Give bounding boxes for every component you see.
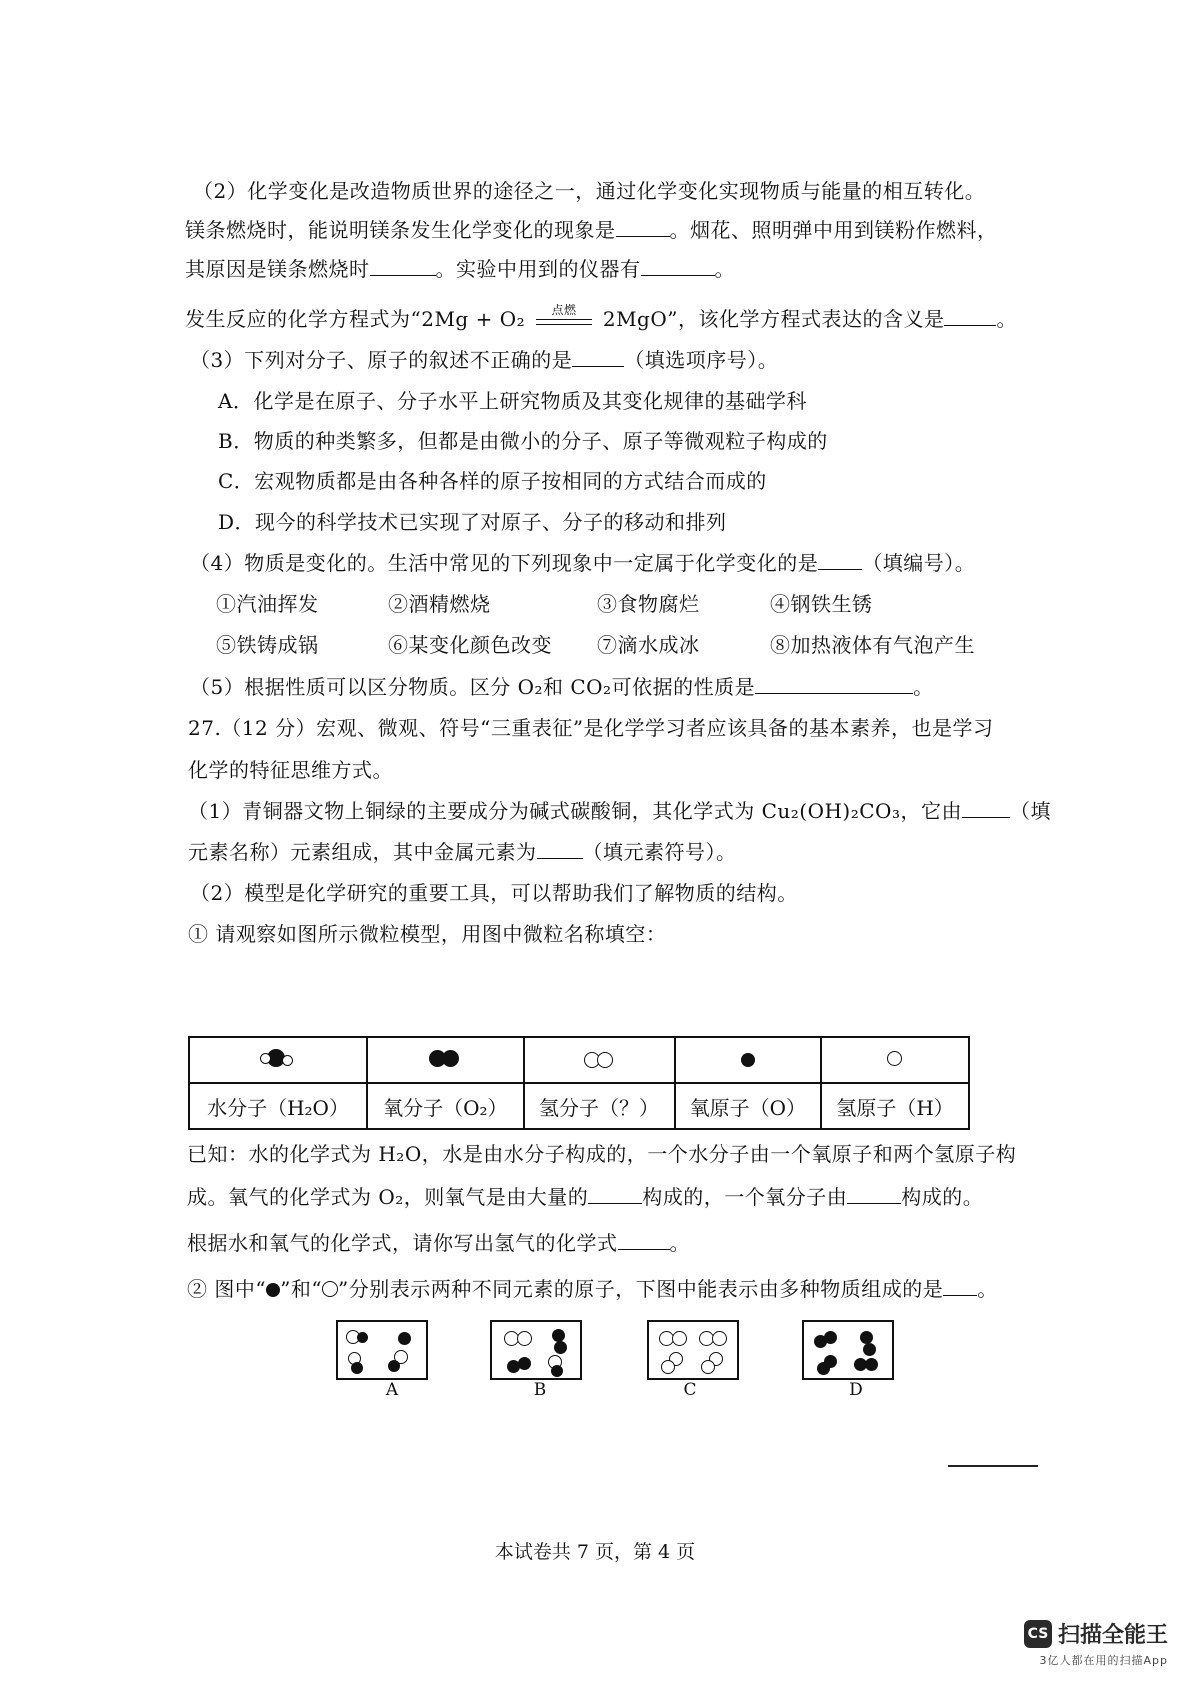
option-box-c xyxy=(647,1320,739,1380)
hydrogen-atom-icon xyxy=(887,1049,903,1067)
oxygen-atom-model xyxy=(675,1037,822,1083)
model-row xyxy=(189,1037,969,1083)
q27-2-2-stem xyxy=(187,1275,998,1303)
text: ② 图中“ xyxy=(187,1277,267,1301)
q26-2-intro: （2）化学变化是改造物质世界的途径之一，通过化学变化实现物质与能量的相互转化。 xyxy=(193,179,986,203)
answer-blank[interactable] xyxy=(537,840,583,859)
option-box-b xyxy=(490,1320,582,1380)
text: （填元素符号）。 xyxy=(582,840,737,864)
text: 成。氧气的化学式为 O₂，则氧气是由大量的 xyxy=(187,1185,589,1209)
text: 。 xyxy=(714,257,735,281)
text: 构成的。 xyxy=(901,1185,984,1209)
answer-blank[interactable] xyxy=(847,1185,901,1204)
q26-3-option-c: C．宏观物质都是由各种各样的原子按相同的方式结合而成的 xyxy=(218,469,767,493)
answer-blank[interactable] xyxy=(588,1185,642,1204)
q26-3-stem xyxy=(190,346,778,374)
q26-3-option-a: A．化学是在原子、分子水平上研究物质及其变化规律的基础学科 xyxy=(218,389,807,413)
hydrogen-molecule-label: 氢分子（？） xyxy=(524,1083,675,1129)
q26-4-option: ③食物腐烂 xyxy=(597,592,700,616)
hydrogen-atom-label: 氢原子（H） xyxy=(821,1083,969,1129)
option-box-a xyxy=(336,1320,428,1380)
option-box-d xyxy=(802,1320,894,1380)
watermark-name: 扫描全能王 xyxy=(1057,1623,1168,1648)
q26-3-option-b: B．物质的种类繁多，但都是由微小的分子、原子等微观粒子构成的 xyxy=(218,429,828,453)
text: ”和“ xyxy=(280,1277,323,1301)
answer-blank[interactable] xyxy=(616,218,670,237)
particle-model-table xyxy=(188,1036,970,1130)
text: 构成的，一个氧分子由 xyxy=(642,1185,848,1209)
q26-2-line2 xyxy=(185,216,998,244)
answer-blank[interactable] xyxy=(370,257,436,276)
answer-blank[interactable] xyxy=(572,348,624,367)
text: 。 xyxy=(996,307,1017,331)
q26-4-option: ②酒精燃烧 xyxy=(388,592,491,616)
scanner-watermark xyxy=(1024,1618,1168,1649)
q26-2-line3 xyxy=(185,255,735,283)
answer-blank[interactable] xyxy=(755,675,913,694)
text: （1）青铜器文物上铜绿的主要成分为碱式碳酸铜，其化学式为 Cu₂(OH)₂CO₃，它由 xyxy=(188,799,962,823)
text: （3）下列对分子、原子的叙述不正确的是 xyxy=(190,348,573,372)
oxygen-molecule-label: 氧分子（O₂） xyxy=(367,1083,523,1129)
q27-known-line2 xyxy=(187,1183,983,1211)
oxygen-atom-label: 氧原子（O） xyxy=(675,1083,822,1129)
reaction-condition: 点燃 xyxy=(551,302,577,317)
q26-3-option-d: D．现今的科学技术已实现了对原子、分子的移动和排列 xyxy=(218,510,727,534)
answer-blank[interactable] xyxy=(962,799,1010,818)
cs-logo-icon: CS xyxy=(1024,1620,1052,1648)
q26-4-option: ⑤铁铸成锅 xyxy=(216,633,319,657)
label-row xyxy=(189,1083,969,1129)
q27-2-1-stem: ① 请观察如图所示微粒模型，用图中微粒名称填空： xyxy=(188,922,667,946)
text: 镁条燃烧时，能说明镁条发生化学变化的现象是 xyxy=(185,218,616,242)
pen-stroke xyxy=(948,1465,1038,1467)
option-label-a: A xyxy=(385,1380,399,1400)
water-molecule-model xyxy=(189,1037,367,1083)
option-label-d: D xyxy=(849,1380,863,1400)
oxygen-molecule-model xyxy=(367,1037,523,1083)
text: 。实验中用到的仪器有 xyxy=(435,257,641,281)
q27-known-line1: 已知：水的化学式为 H₂O，水是由水分子构成的，一个水分子由一个氧原子和两个氢原子构 xyxy=(187,1142,1017,1166)
watermark-subtitle: 3亿人都在用的扫描App xyxy=(1039,1654,1168,1667)
text: （5）根据性质可以区分物质。区分 O₂和 CO₂可依据的性质是 xyxy=(190,675,756,699)
text: 。烟花、照明弹中用到镁粉作燃料， xyxy=(669,218,998,242)
equation-right: 2MgO”，该化学方程式表达的含义是 xyxy=(602,307,945,331)
option-label-c: C xyxy=(683,1380,697,1400)
text: 。 xyxy=(669,1231,690,1255)
hydrogen-molecule-icon xyxy=(584,1048,614,1068)
page-footer: 本试卷共 7 页，第 4 页 xyxy=(494,1541,696,1563)
q27-1-line1 xyxy=(188,797,1051,825)
answer-blank[interactable] xyxy=(641,257,715,276)
answer-blank[interactable] xyxy=(618,1231,670,1250)
oxygen-atom-icon xyxy=(741,1051,755,1067)
text: （填编号）。 xyxy=(862,551,976,575)
water-molecule-icon xyxy=(260,1047,296,1069)
q27-title: 27.（12 分）宏观、微观、符号“三重表征”是化学学习者应该具备的基本素养，也是学习 xyxy=(188,716,994,740)
text: 。 xyxy=(913,675,934,699)
filled-atom-icon xyxy=(266,1283,280,1297)
q26-4-option: ⑦滴水成冰 xyxy=(597,633,700,657)
q26-4-option: ⑥某变化颜色改变 xyxy=(388,633,552,657)
q26-5-stem xyxy=(190,673,934,701)
text: 根据水和氧气的化学式，请你写出氢气的化学式 xyxy=(187,1231,618,1255)
q27-1-line2 xyxy=(188,838,737,866)
reaction-arrow xyxy=(532,302,596,335)
text: ”分别表示两种不同元素的原子，下图中能表示由多种物质组成的是 xyxy=(338,1277,944,1301)
q26-4-option: ①汽油挥发 xyxy=(216,592,319,616)
q26-2-equation-line xyxy=(185,302,1017,335)
q26-4-stem xyxy=(190,549,975,577)
text: 其原因是镁条燃烧时 xyxy=(185,257,370,281)
q27-formula-line xyxy=(187,1229,690,1257)
text: 元素名称）元素组成，其中金属元素为 xyxy=(188,840,537,864)
text: （4）物质是变化的。生活中常见的下列现象中一定属于化学变化的是 xyxy=(190,551,819,575)
answer-blank[interactable] xyxy=(818,551,862,570)
q26-4-option: ⑧加热液体有气泡产生 xyxy=(770,633,975,657)
hydrogen-molecule-model xyxy=(524,1037,675,1083)
q27-title-cont: 化学的特征思维方式。 xyxy=(188,758,393,782)
hydrogen-atom-model xyxy=(821,1037,969,1083)
text: （填选项序号）。 xyxy=(624,348,779,372)
equation-left: 发生反应的化学方程式为“2Mg + O₂ xyxy=(185,307,526,331)
text: 。 xyxy=(977,1277,998,1301)
q27-2-stem: （2）模型是化学研究的重要工具，可以帮助我们了解物质的结构。 xyxy=(190,881,798,905)
water-molecule-label: 水分子（H₂O） xyxy=(189,1083,367,1129)
answer-blank[interactable] xyxy=(944,307,996,326)
hollow-atom-icon xyxy=(322,1281,338,1297)
option-label-b: B xyxy=(533,1380,547,1400)
text: （填 xyxy=(1009,799,1051,823)
q26-4-option: ④钢铁生锈 xyxy=(770,592,873,616)
answer-blank[interactable] xyxy=(943,1277,977,1296)
oxygen-molecule-icon xyxy=(429,1048,461,1068)
